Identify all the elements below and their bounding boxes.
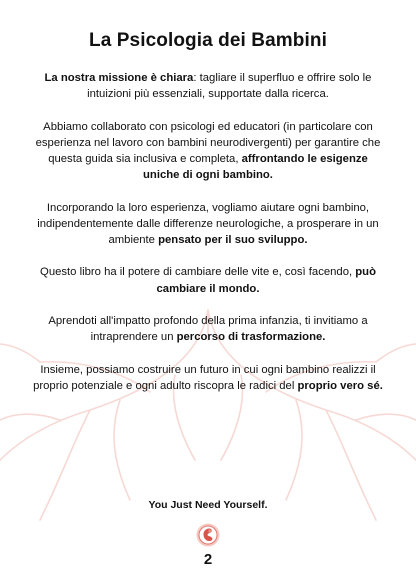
- bold-text: affrontando le esigenze uniche di ogni bambino.: [143, 153, 368, 182]
- paragraph-invitation: [30, 313, 386, 345]
- fetus-logo-icon: [196, 523, 220, 547]
- paragraph-collaboration: [30, 119, 386, 184]
- bold-text: La nostra missione è chiara: [44, 72, 194, 84]
- paragraph-together: [30, 362, 386, 394]
- paragraph-power: [30, 264, 386, 296]
- page-title: La Psicologia dei Bambini: [89, 30, 327, 51]
- paragraph-text: Incorporando la loro esperienza, vogliamo aiutare ogni bambino, indipendentemente dalle differenze neurologiche, a prosperare in un ambiente: [37, 201, 379, 246]
- paragraph-text: Aprendoti all'impatto profondo della prima infanzia, ti invitiamo a intraprendere un: [48, 314, 368, 344]
- page-number: 2: [203, 551, 213, 568]
- paragraph-experience: [30, 200, 386, 249]
- paragraph-text: Insieme, possiamo costruire un futuro in cui ogni bambino realizzi il proprio potenziale e ogni adulto riscopra le radici del: [33, 363, 376, 392]
- body-text: [30, 70, 386, 410]
- paragraph-text: : tagliare il superfluo e offrire solo le intuizioni più essenziali, supportate dalla ricerca.: [87, 72, 372, 101]
- paragraph-text: Abbiamo collaborato con psicologi ed educatori (in particolare con esperienza nel lavoro con bambini neurodivergenti) per garantire che questa guida sia inclusiva e completa,: [35, 120, 381, 165]
- paragraph-text: Questo libro ha il potere di cambiare delle vite e, così facendo,: [40, 266, 356, 279]
- bold-text: proprio vero sé.: [297, 379, 383, 392]
- bold-text: percorso di trasformazione.: [176, 331, 326, 344]
- paragraph-mission: [30, 70, 386, 102]
- tagline: You Just Need Yourself.: [148, 499, 268, 511]
- bold-text: pensato per il suo sviluppo.: [158, 234, 308, 246]
- bold-text: può cambiare il mondo.: [156, 266, 376, 295]
